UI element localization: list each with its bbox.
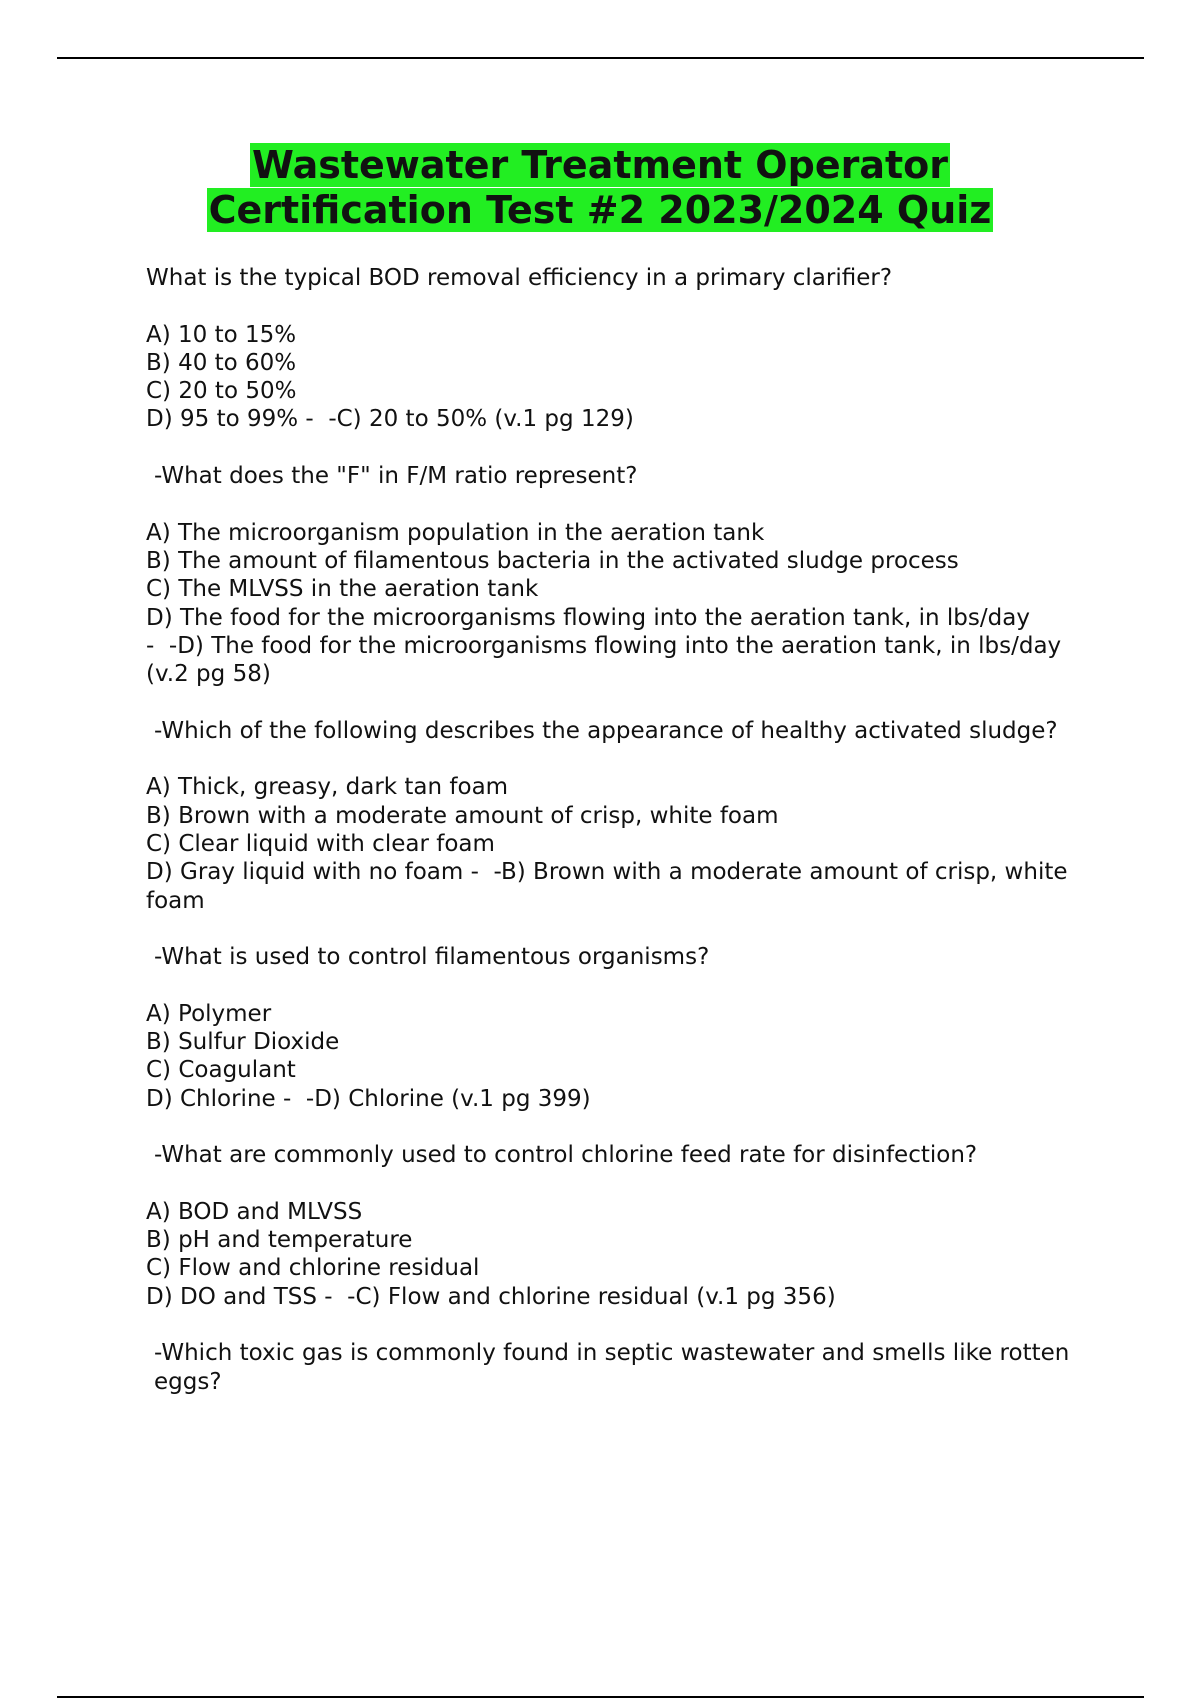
question-text: -What does the "F" in F/M ratio represent? xyxy=(154,463,638,490)
option-d-and-answer: D) 95 to 99% - -C) 20 to 50% (v.1 pg 129) xyxy=(146,406,634,433)
question-text: -What are commonly used to control chlorine feed rate for disinfection? xyxy=(154,1142,978,1169)
title-block xyxy=(0,143,1200,233)
option-d-and-answer: D) DO and TSS - -C) Flow and chlorine residual (v.1 pg 356) xyxy=(146,1283,836,1310)
option-d-and-answer: D) Gray liquid with no foam - -B) Brown with a moderate amount of crisp, white foam xyxy=(146,859,1075,914)
option-c: C) Coagulant xyxy=(146,1057,296,1084)
question-block-1 xyxy=(146,264,1096,434)
question-block-5 xyxy=(146,1141,1096,1311)
option-c: C) Flow and chlorine residual xyxy=(146,1255,480,1282)
option-a: A) The microorganism population in the aeration tank xyxy=(146,519,765,546)
answer: - -D) The food for the microorganisms flowing into the aeration tank, in lbs/day (v.2 pg 58) xyxy=(146,632,1069,688)
option-a: A) BOD and MLVSS xyxy=(146,1198,363,1225)
question-block-2 xyxy=(146,462,1096,688)
question-text: -What is used to control filamentous organisms? xyxy=(154,944,710,971)
option-d: D) The food for the microorganisms flowing into the aeration tank, in lbs/day xyxy=(146,604,1030,631)
question-text: -Which of the following describes the appearance of healthy activated sludge? xyxy=(154,717,1058,744)
question-block-4 xyxy=(146,943,1096,1113)
document-title xyxy=(0,143,1200,233)
footer-rule xyxy=(57,1696,1144,1698)
option-b: B) Brown with a moderate amount of crisp, white foam xyxy=(146,802,779,829)
option-c: C) The MLVSS in the aeration tank xyxy=(146,576,539,603)
option-a: A) Polymer xyxy=(146,1000,272,1027)
question-text: -Which toxic gas is commonly found in septic wastewater and smells like rotten eggs? xyxy=(154,1340,1077,1395)
title-line-1: Wastewater Treatment Operator xyxy=(252,143,948,187)
option-a: A) 10 to 15% xyxy=(146,321,297,348)
option-b: B) The amount of filamentous bacteria in the activated sludge process xyxy=(146,547,959,574)
title-line-2: Certification Test #2 2023/2024 Quiz xyxy=(208,188,992,232)
option-b: B) 40 to 60% xyxy=(146,349,297,376)
quiz-content xyxy=(146,264,1096,1424)
question-text: What is the typical BOD removal efficiency in a primary clarifier? xyxy=(146,265,893,291)
option-c: C) 20 to 50% xyxy=(146,378,297,405)
option-d-and-answer: D) Chlorine - -D) Chlorine (v.1 pg 399) xyxy=(146,1085,591,1112)
option-b: B) Sulfur Dioxide xyxy=(146,1029,340,1056)
question-block-6 xyxy=(146,1339,1096,1396)
question-block-3 xyxy=(146,717,1096,915)
header-rule xyxy=(57,57,1144,59)
option-b: B) pH and temperature xyxy=(146,1227,413,1254)
option-c: C) Clear liquid with clear foam xyxy=(146,830,495,857)
option-a: A) Thick, greasy, dark tan foam xyxy=(146,774,509,801)
